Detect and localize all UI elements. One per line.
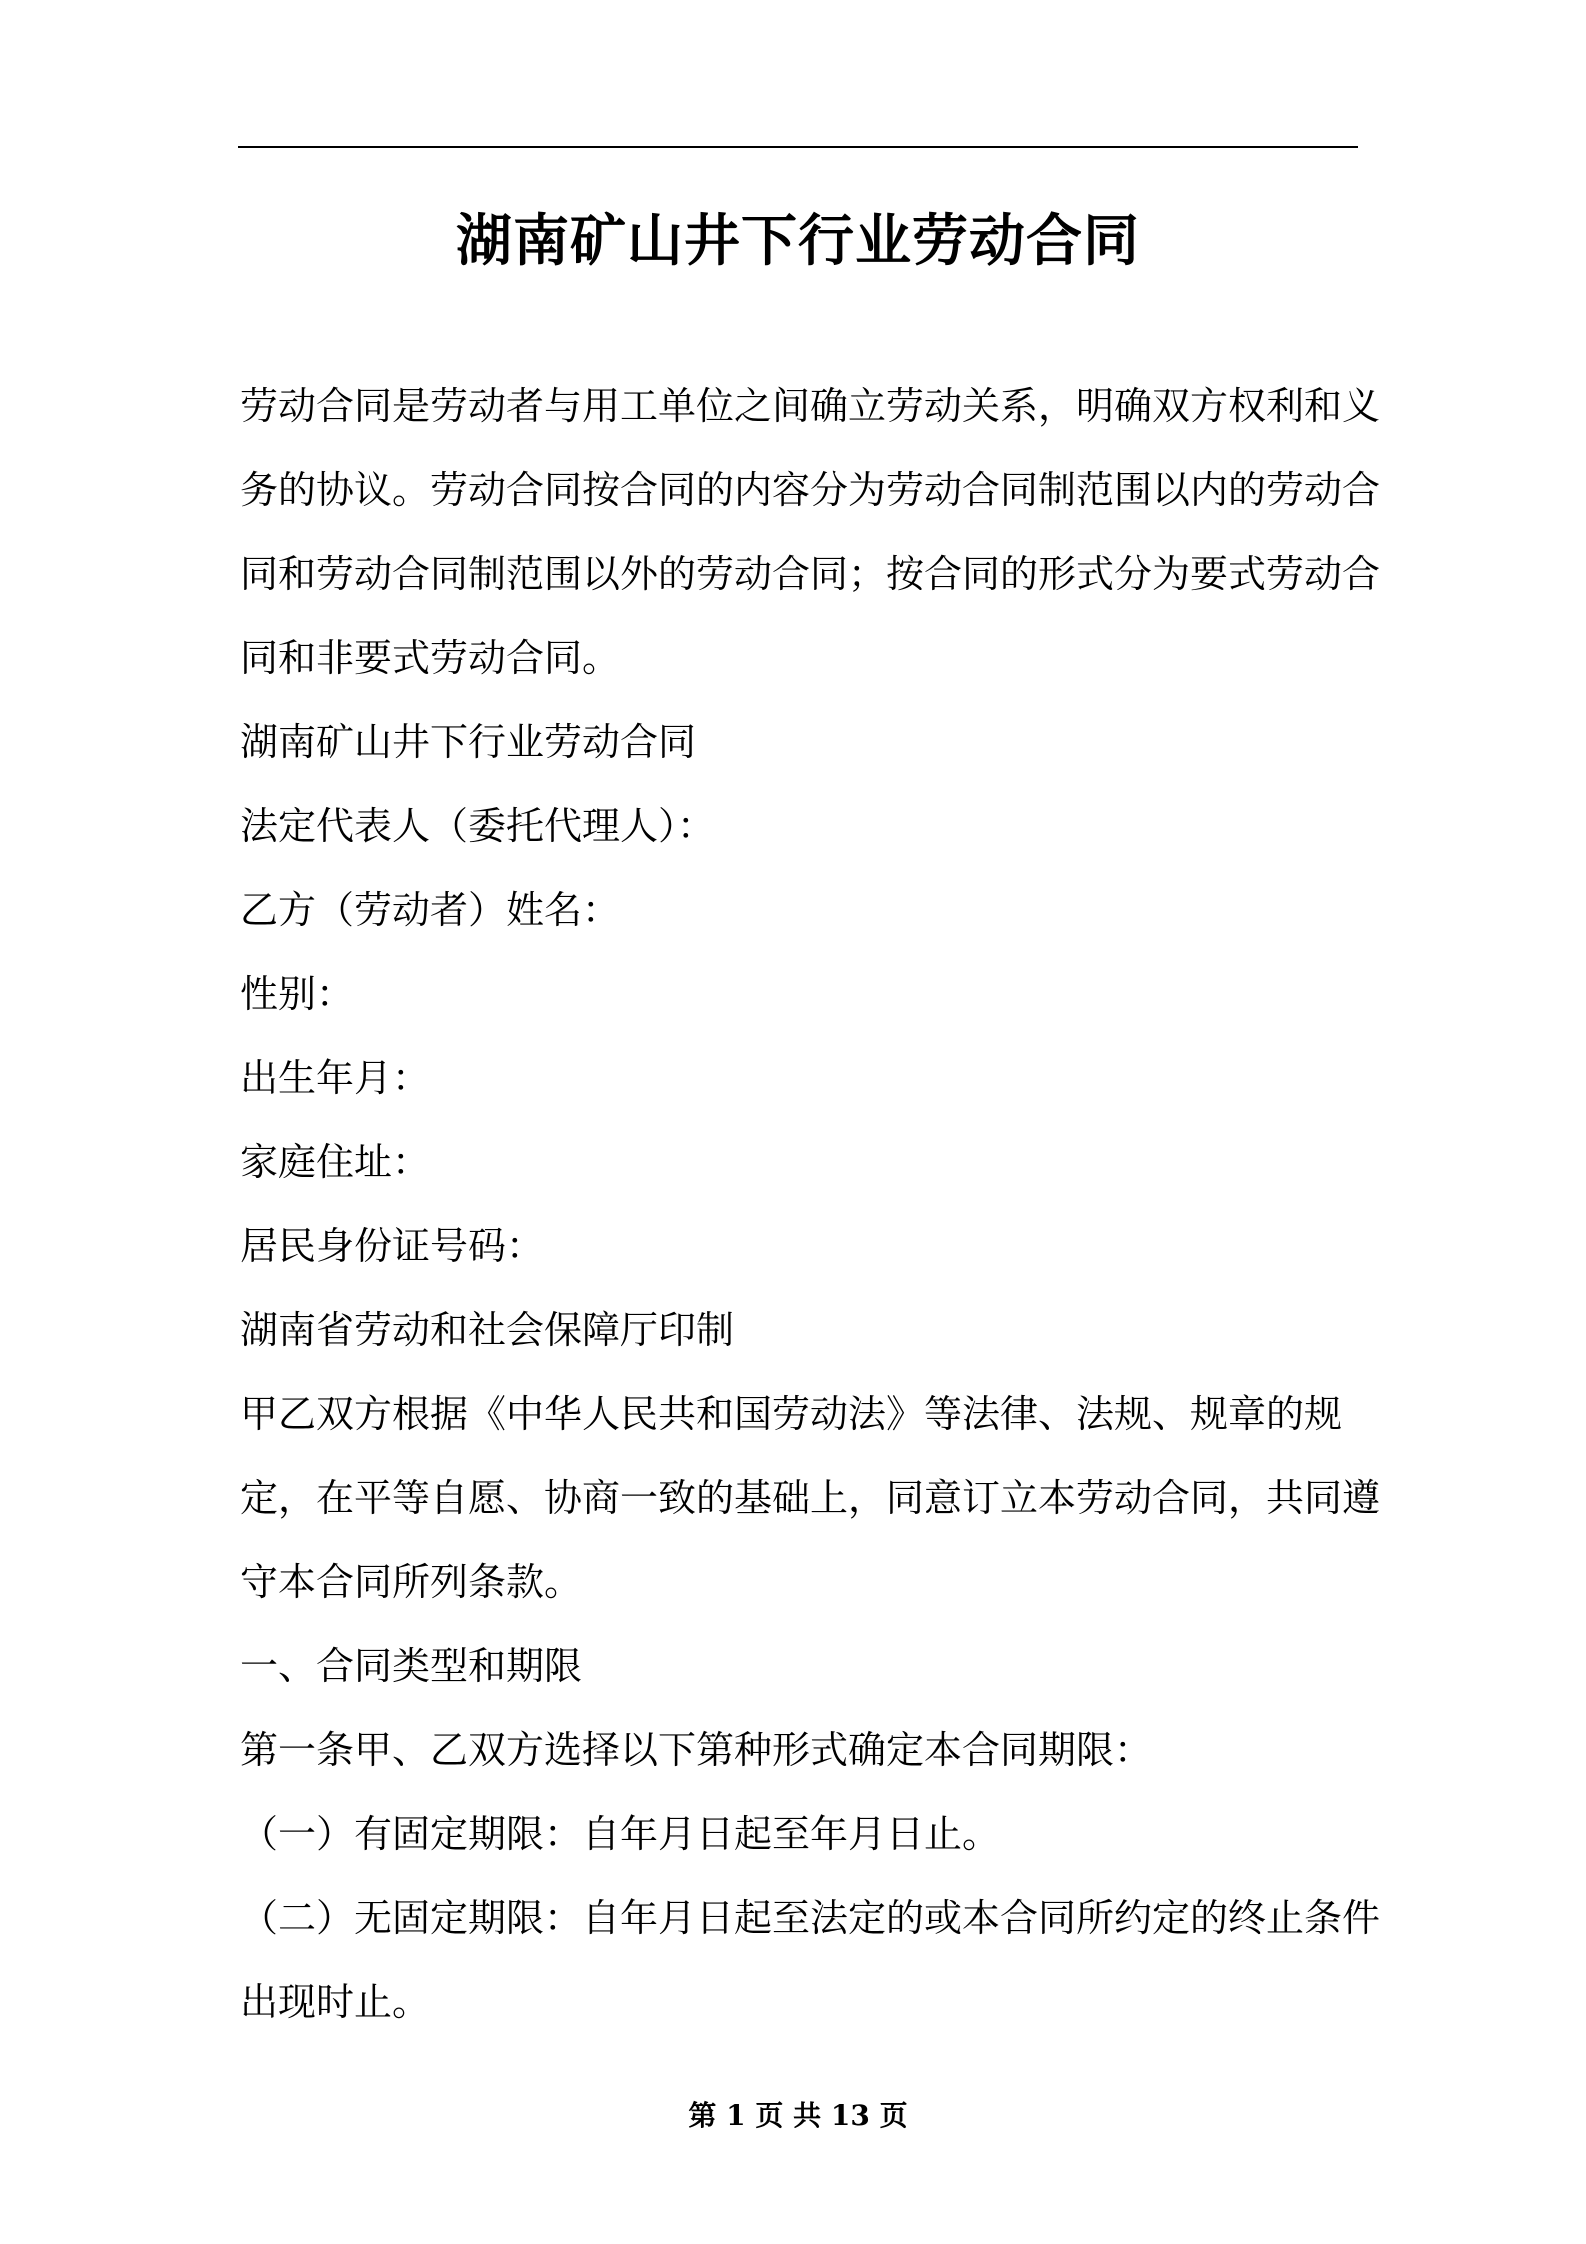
article-one: 第一条甲、乙双方选择以下第种形式确定本合同期限： xyxy=(240,1728,1153,1772)
home-address-line: 家庭住址： xyxy=(240,1140,431,1184)
section-heading: 一、合同类型和期限 xyxy=(240,1644,583,1688)
legal-representative-line: 法定代表人（委托代理人）： xyxy=(240,804,716,848)
page-number-label: 第 1 页 共 13 页 xyxy=(688,2099,908,2132)
header-rule xyxy=(238,146,1358,148)
contract-name-line: 湖南矿山井下行业劳动合同 xyxy=(240,720,697,764)
open-term-clause: （二）无固定期限：自年月日起至法定的或本合同所约定的终止条件出现时止。 xyxy=(240,1896,1381,2024)
fixed-term-clause: （一）有固定期限：自年月日起至年月日止。 xyxy=(240,1812,1001,1856)
page-footer xyxy=(238,2096,1358,2136)
document-body xyxy=(240,364,1388,2044)
gender-line: 性别： xyxy=(240,972,355,1016)
id-number-line: 居民身份证号码： xyxy=(240,1224,545,1268)
agreement-paragraph: 甲乙双方根据《中华人民共和国劳动法》等法律、法规、规章的规定，在平等自愿、协商一致的基础上，同意订立本劳动合同，共同遵守本合同所列条款。 xyxy=(240,1392,1381,1604)
document-title: 湖南矿山井下行业劳动合同 xyxy=(456,209,1140,274)
birth-date-line: 出生年月： xyxy=(240,1056,431,1100)
intro-paragraph: 劳动合同是劳动者与用工单位之间确立劳动关系，明确双方权利和义务的协议。劳动合同按合同的内容分为劳动合同制范围以内的劳动合同和劳动合同制范围以外的劳动合同；按合同的形式分为要式劳动合同和非要式劳动合同。 xyxy=(240,384,1381,680)
printer-line: 湖南省劳动和社会保障厅印制 xyxy=(240,1308,735,1352)
party-b-name-line: 乙方（劳动者）姓名： xyxy=(240,888,621,932)
